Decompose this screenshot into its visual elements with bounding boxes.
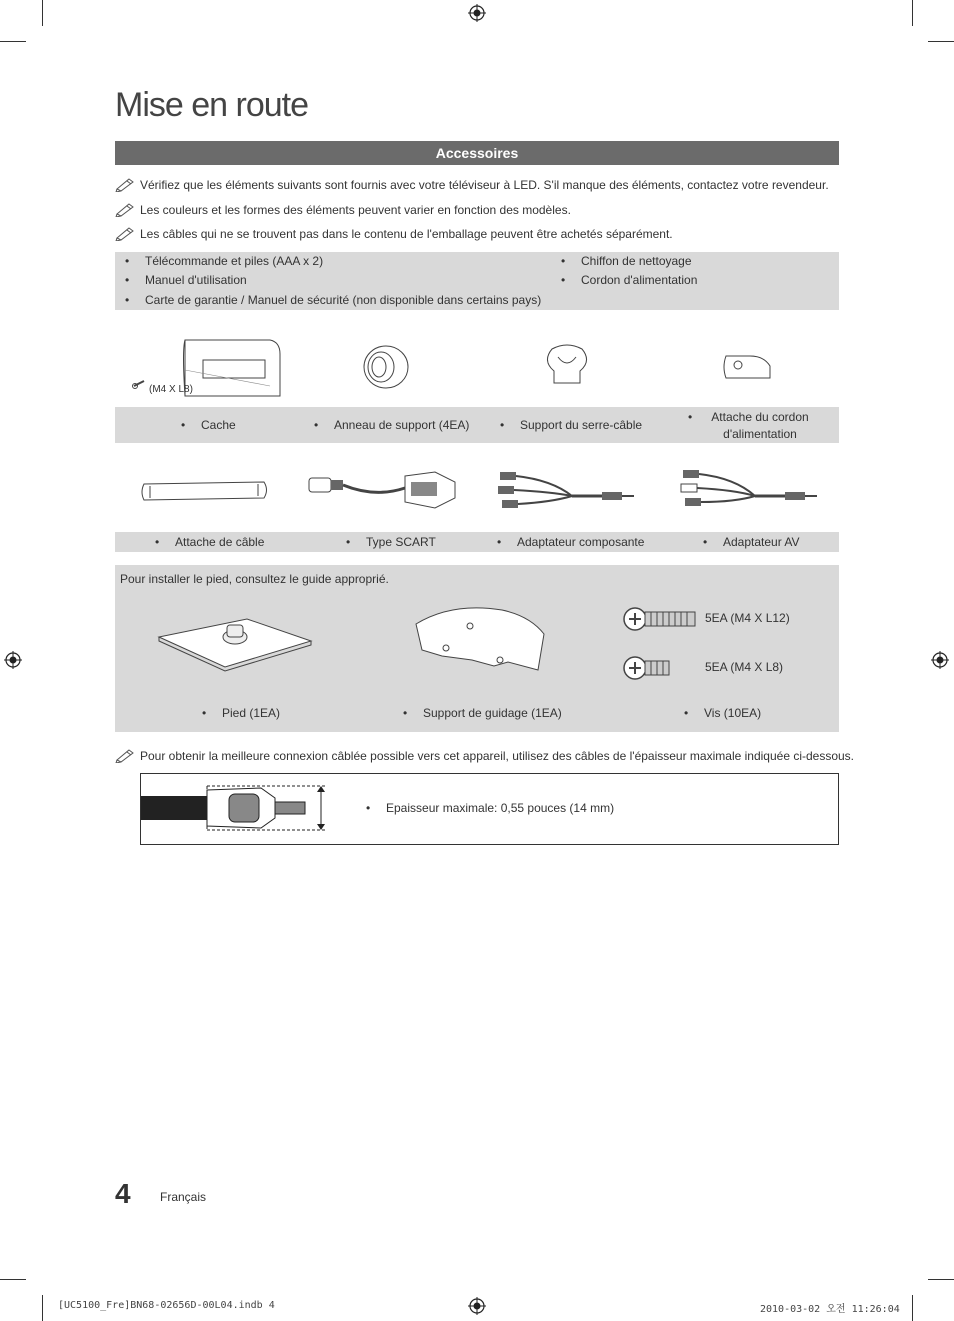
note <box>115 201 571 217</box>
screw-long-label: 5EA (M4 X L12) <box>705 611 790 625</box>
item-label-scart: • Type SCART <box>366 535 436 549</box>
list-item: • Carte de garantie / Manuel de sécurité (non disponible dans certains pays) <box>145 293 541 307</box>
item-label-component-adapter: • Adaptateur composante <box>517 535 644 549</box>
note-text: Vérifiez que les éléments suivants sont fournis avec votre téléviseur à LED. S'il manque des éléments, contactez votre revendeur. <box>140 178 829 192</box>
print-slug-left: [UC5100_Fre]BN68-02656D-00L04.indb 4 <box>58 1300 275 1311</box>
crop-mark <box>928 41 954 42</box>
crop-mark <box>0 41 26 42</box>
list-item: • Manuel d'utilisation <box>145 273 247 287</box>
screw-long-icon <box>623 600 699 638</box>
crop-mark <box>0 1279 26 1280</box>
crop-mark <box>912 1295 913 1321</box>
scart-cable-illustration <box>305 468 465 516</box>
component-adapter-illustration <box>492 466 642 514</box>
pencil-note-icon <box>115 176 137 192</box>
item-label-stand: • Pied (1EA) <box>222 706 280 720</box>
item-label-power-cord-clip: • Attache du cordon d'alimentation <box>708 409 812 443</box>
screw-icon <box>133 381 145 389</box>
note-text: Les câbles qui ne se trouvent pas dans le contenu de l'emballage peuvent être achetés séparément. <box>140 227 673 241</box>
crop-mark <box>42 1295 43 1321</box>
crop-mark <box>42 0 43 26</box>
note-text: Pour obtenir la meilleure connexion câblée possible vers cet appareil, utilisez des câbles de l'épaisseur maximale indiquée ci-dessous. <box>140 749 855 763</box>
screw-short-label: 5EA (M4 X L8) <box>705 660 784 674</box>
pencil-note-icon <box>115 225 137 241</box>
cable-thickness-illustration <box>141 782 331 834</box>
guide-stand-illustration <box>412 604 552 676</box>
registration-mark-icon <box>468 4 486 22</box>
note-text: Les couleurs et les formes des éléments peuvent varier en fonction des modèles. <box>140 203 571 217</box>
page-number: 4 <box>115 1178 131 1209</box>
list-item: • Chiffon de nettoyage <box>581 254 692 268</box>
page-title: Mise en route <box>115 86 308 124</box>
registration-mark-icon <box>931 651 949 669</box>
holder-ring-illustration <box>360 343 412 391</box>
item-label-cable-tie: • Attache de câble <box>175 535 264 549</box>
item-label-screws: • Vis (10EA) <box>704 706 761 720</box>
cable-spec-text: • Epaisseur maximale: 0,55 pouces (14 mm) <box>386 801 614 815</box>
pencil-note-icon <box>115 747 137 763</box>
power-cord-clip-illustration <box>720 350 776 384</box>
stand-illustration <box>155 605 315 681</box>
screw-size-label: (M4 X L8) <box>149 384 193 395</box>
pencil-note-icon <box>115 201 137 217</box>
screw-short-icon <box>623 649 673 687</box>
item-label-holder-ring: • Anneau de support (4EA) <box>334 418 469 432</box>
cable-tie-illustration <box>138 478 270 504</box>
registration-mark-icon <box>4 651 22 669</box>
print-slug-right: 2010-03-02 오전 11:26:04 <box>760 1304 900 1315</box>
section-header-accessoires: Accessoires <box>115 141 839 165</box>
cable-holder-illustration <box>542 343 592 389</box>
item-label-cache: • Cache <box>201 418 236 432</box>
language-label: Français <box>160 1190 207 1204</box>
list-item: • Télécommande et piles (AAA x 2) <box>145 254 323 268</box>
note <box>115 176 829 192</box>
item-label-cable-holder: • Support du serre-câble <box>520 418 642 432</box>
list-item: • Cordon d'alimentation <box>581 273 697 287</box>
item-label-guide-stand: • Support de guidage (1EA) <box>423 706 562 720</box>
stand-intro-text: Pour installer le pied, consultez le guide approprié. <box>120 572 389 586</box>
cable-note <box>115 747 854 763</box>
av-adapter-illustration <box>675 466 825 514</box>
note <box>115 225 673 241</box>
crop-mark <box>928 1279 954 1280</box>
crop-mark <box>912 0 913 26</box>
item-label-av-adapter: • Adaptateur AV <box>723 535 800 549</box>
registration-mark-icon <box>468 1297 486 1315</box>
